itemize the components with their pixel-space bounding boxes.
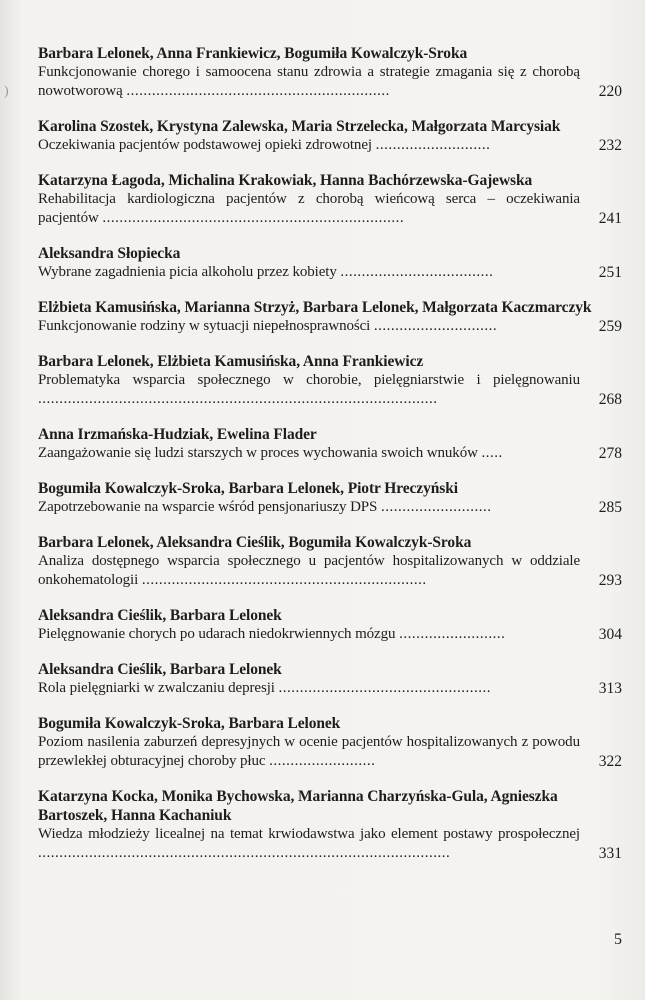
leader-dots: ......................... [399, 626, 506, 642]
entry-page-number: 268 [598, 391, 622, 408]
entry-page-number: 241 [598, 210, 622, 227]
toc-entry[interactable] [38, 117, 624, 155]
entry-page-number: 293 [598, 572, 622, 589]
entry-title-text: Oczekiwania pacjentów podstawowej opieki zdrowotnej [38, 137, 376, 153]
entry-authors: Anna Irzmańska-Hudziak, Ewelina Flader [38, 426, 317, 443]
leader-dots: ..... [481, 445, 503, 461]
leader-dots: ................................................................... [141, 572, 427, 588]
toc-entry[interactable] [38, 298, 624, 336]
leader-dots: ....................................................................... [102, 210, 405, 226]
entry-authors: Katarzyna Kocka, Monika Bychowska, Marianna Charzyńska-Gula, Agnieszka Bartoszek, Hanna Kachaniuk [38, 788, 558, 824]
entry-title [38, 733, 624, 771]
entry-authors: Barbara Lelonek, Elżbieta Kamusińska, Anna Frankiewicz [38, 353, 424, 370]
entry-title-text: Funkcjonowanie rodziny w sytuacji niepełnosprawności [38, 318, 374, 334]
entry-page-number: 313 [598, 680, 622, 697]
entry-title [38, 371, 624, 409]
entry-title [38, 679, 624, 698]
toc-entry[interactable] [38, 787, 624, 863]
leader-dots: ......................... [269, 753, 376, 769]
leader-dots: ............................. [373, 318, 498, 334]
entry-page-number: 251 [598, 264, 622, 281]
toc-entry[interactable] [38, 714, 624, 771]
entry-authors: Karolina Szostek, Krystyna Zalewska, Maria Strzelecka, Małgorzata Marcysiak [38, 118, 561, 135]
leader-dots: ........................... [375, 137, 491, 153]
entry-title [38, 317, 624, 336]
toc-entry[interactable] [38, 660, 624, 698]
entry-title [38, 263, 624, 282]
entry-page-number: 285 [598, 499, 622, 516]
entry-title [38, 825, 624, 863]
entry-page-number: 232 [598, 137, 622, 154]
toc-entry[interactable] [38, 606, 624, 644]
leader-dots: .............................................................. [126, 83, 390, 99]
toc-entry[interactable] [38, 352, 624, 409]
entry-authors: Katarzyna Łagoda, Michalina Krakowiak, Hanna Bachórzewska-Gajewska [38, 172, 533, 189]
entry-title-text: Zapotrzebowanie na wsparcie wśród pensjonariuszy DPS [38, 499, 381, 515]
entry-title-text: Zaangażowanie się ludzi starszych w proces wychowania swoich wnuków [38, 445, 482, 461]
leader-dots: .......................... [380, 499, 492, 515]
table-of-contents [38, 44, 624, 879]
toc-entry[interactable] [38, 44, 624, 101]
entry-page-number: 278 [598, 445, 622, 462]
entry-title-text: Problematyka wsparcia społecznego w chorobie, pielęgniarstwie i pielęgnowaniu [38, 372, 580, 388]
toc-entry[interactable] [38, 244, 624, 282]
entry-title [38, 190, 624, 228]
entry-title [38, 136, 624, 155]
toc-entry[interactable] [38, 479, 624, 517]
entry-title-text: Funkcjonowanie chorego i samoocena stanu zdrowia a strategie zmagania się z chorobą nowotworową [38, 64, 580, 99]
entry-title-text: Analiza dostępnego wsparcia społecznego u pacjentów hospitalizowanych w oddziale onkohematologii [38, 553, 580, 588]
entry-title [38, 498, 624, 517]
entry-authors: Aleksandra Cieślik, Barbara Lelonek [38, 661, 282, 678]
margin-mark: ) [4, 84, 9, 99]
entry-authors: Barbara Lelonek, Aleksandra Cieślik, Bogumiła Kowalczyk-Sroka [38, 534, 472, 551]
page-number: 5 [614, 931, 622, 948]
toc-entry[interactable] [38, 171, 624, 228]
toc-entry[interactable] [38, 533, 624, 590]
leader-dots: .................................... [340, 264, 494, 280]
entry-page-number: 220 [598, 83, 622, 100]
entry-title-text: Wiedza młodzieży licealnej na temat krwiodawstwa jako element postawy prospołecznej [38, 826, 580, 842]
entry-authors: Barbara Lelonek, Anna Frankiewicz, Bogumiła Kowalczyk-Sroka [38, 45, 468, 62]
entry-title-text: Poziom nasilenia zaburzeń depresyjnych w ocenie pacjentów hospitalizowanych z powodu przewlekłej obturacyjnej choroby płuc [38, 734, 580, 769]
entry-authors: Bogumiła Kowalczyk-Sroka, Barbara Lelonek [38, 715, 341, 732]
leader-dots: .............................................................................................. [38, 391, 438, 407]
entry-page-number: 259 [598, 318, 622, 335]
entry-title-text: Rola pielęgniarki w zwalczaniu depresji [38, 680, 279, 696]
entry-title [38, 625, 624, 644]
entry-page-number: 322 [598, 753, 622, 770]
entry-title-text: Rehabilitacja kardiologiczna pacjentów z chorobą wieńcową serca – oczekiwania pacjentów [38, 191, 580, 226]
entry-title-text: Wybrane zagadnienia picia alkoholu przez kobiety [38, 264, 341, 280]
entry-authors: Aleksandra Cieślik, Barbara Lelonek [38, 607, 282, 624]
entry-title [38, 552, 624, 590]
entry-page-number: 304 [598, 626, 622, 643]
entry-title [38, 63, 624, 101]
entry-authors: Bogumiła Kowalczyk-Sroka, Barbara Lelonek, Piotr Hreczyński [38, 480, 458, 497]
entry-authors: Elżbieta Kamusińska, Marianna Strzyż, Barbara Lelonek, Małgorzata Kaczmarczyk [38, 299, 592, 316]
entry-authors: Aleksandra Słopiecka [38, 245, 181, 262]
toc-entry[interactable] [38, 425, 624, 463]
leader-dots: ................................................................................................. [38, 845, 451, 861]
entry-title-text: Pielęgnowanie chorych po udarach niedokrwiennych mózgu [38, 626, 400, 642]
entry-title [38, 444, 624, 463]
leader-dots: .................................................. [278, 680, 491, 696]
entry-page-number: 331 [598, 845, 622, 862]
